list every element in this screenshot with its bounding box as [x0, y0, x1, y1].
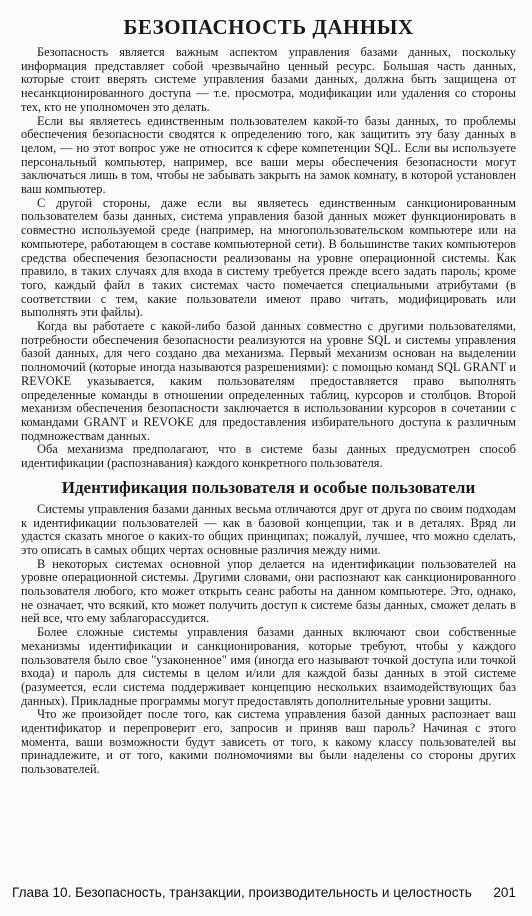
- section-2-body: [21, 503, 516, 777]
- paragraph: Системы управления базами данных весьма отличаются друг от друга по своим подходам к идентификации пользователей — как в базовой концепции, так и в деталях. Вряд ли удастся сказать многое о каких-то общих принципах; пожалуй, лучшее, что можно сделать, это описать в самых общих чертах основные различия между ними.: [21, 501, 516, 557]
- paragraph: Безопасность является важным аспектом управления базами данных, поскольку информация представляет собой чрезвычайно ценный ресурс. Большая часть данных, которые стоит вверять системе управления базами данных, должна быть защищена от несанкционированного доступа — т.е. просмотра, модификации или удаления со стороны тех, кто не уполномочен это делать.: [21, 45, 516, 114]
- paragraph: Оба механизма предполагают, что в системе базы данных предусмотрен способ идентификации (распознавания) каждого конкретного пользователя.: [21, 442, 516, 471]
- paragraph: Когда вы работаете с какой-либо базой данных совместно с другими пользователями, потребности обеспечения безопасности реализуются на уровне SQL и системы управления базой данных, для чего создано два механизма. Первый механизм основан на выделении полномочий (которые иногда называются разрешениями): с помощью команд SQL GRANT и REVOKE указывается, каким пользователям предоставляется право выполнять определенные команды в отношении определенных таблиц, курсоров и столбцов. Второй механизм обеспечения безопасности заключается в использовании курсоров в сочетании с командами GRANT и REVOKE для предоставления избирательного доступа к различным подмножествам данных.: [21, 319, 516, 443]
- paragraph: С другой стороны, даже если вы являетесь единственным санкционированным пользователем базы данных, система управления базой данных может функционировать в совместно используемой среде (например, на многопользовательском компьютере или на компьютере, работающем в составе компьютерной сети). В большинстве таких компьютеров средства обеспечения безопасности реализованы на уровне операционной системы. Как правило, в таких случаях для входа в систему требуется прежде всего задать пароль; кроме того, каждый файл в таких системах часто помечается специальными атрибутами (в соответствии с тем, какие пользователи имеют право читать, модифицировать или выполнять эти файлы).: [21, 195, 516, 320]
- section-1-body: [21, 46, 516, 471]
- page-number: 201: [493, 885, 516, 900]
- page-footer: [12, 885, 516, 900]
- paragraph: Если вы являетесь единственным пользователем какой-то базы данных, то проблемы обеспечения безопасности сводятся к определению того, как защитить эту базу данных в целом, — но этот вопрос уже не относится к сфере компетенции SQL. Если вы используете персональный компьютер, например, все ваши меры обеспечения безопасности могут заключаться лишь в том, чтобы не забывать закрыть на замок комнату, в которой установлен ваш компьютер.: [21, 113, 516, 197]
- paragraph: В некоторых системах основной упор делается на идентификации пользователей на уровне операционной системы. Другими словами, они распознают как санкционированного пользователя любого, кто может открыть сеанс работы на данном компьютере. Это, однако, не означает, что всякий, кто может получить доступ к системе базы данных, сможет делать в ней все, что ему заблагорассудится.: [21, 556, 516, 626]
- paragraph: Более сложные системы управления базами данных включают свои собственные механизмы идентификации и санкционирования, которые требуют, чтобы у каждого пользователя было свое "узаконенное" имя (иногда его называют точкой доступа или точкой входа) и пароль для системы в целом и/или для каждой базы данных в этой системе (разумеется, если система поддерживает концепцию нескольких взаимодействующих баз данных). Прикладные программы могут предоставлять дополнительные уровни защиты.: [21, 625, 516, 708]
- running-footer-chapter: Глава 10. Безопасность, транзакции, производительность и целостность: [12, 885, 472, 900]
- page-title: БЕЗОПАСНОСТЬ ДАННЫХ: [123, 15, 414, 39]
- section-heading: Идентификация пользователя и особые пользователи: [61, 477, 476, 497]
- paragraph: Что же произойдет после того, как система управления базой данных распознает ваш идентификатор и перепроверит его, запросив и приняв ваш пароль? Начиная с этого момента, ваши возможности будут зависеть от того, к какому классу пользователей вы принадлежите, и от того, какими полномочиями вы были наделены со стороны других пользователей.: [21, 707, 516, 777]
